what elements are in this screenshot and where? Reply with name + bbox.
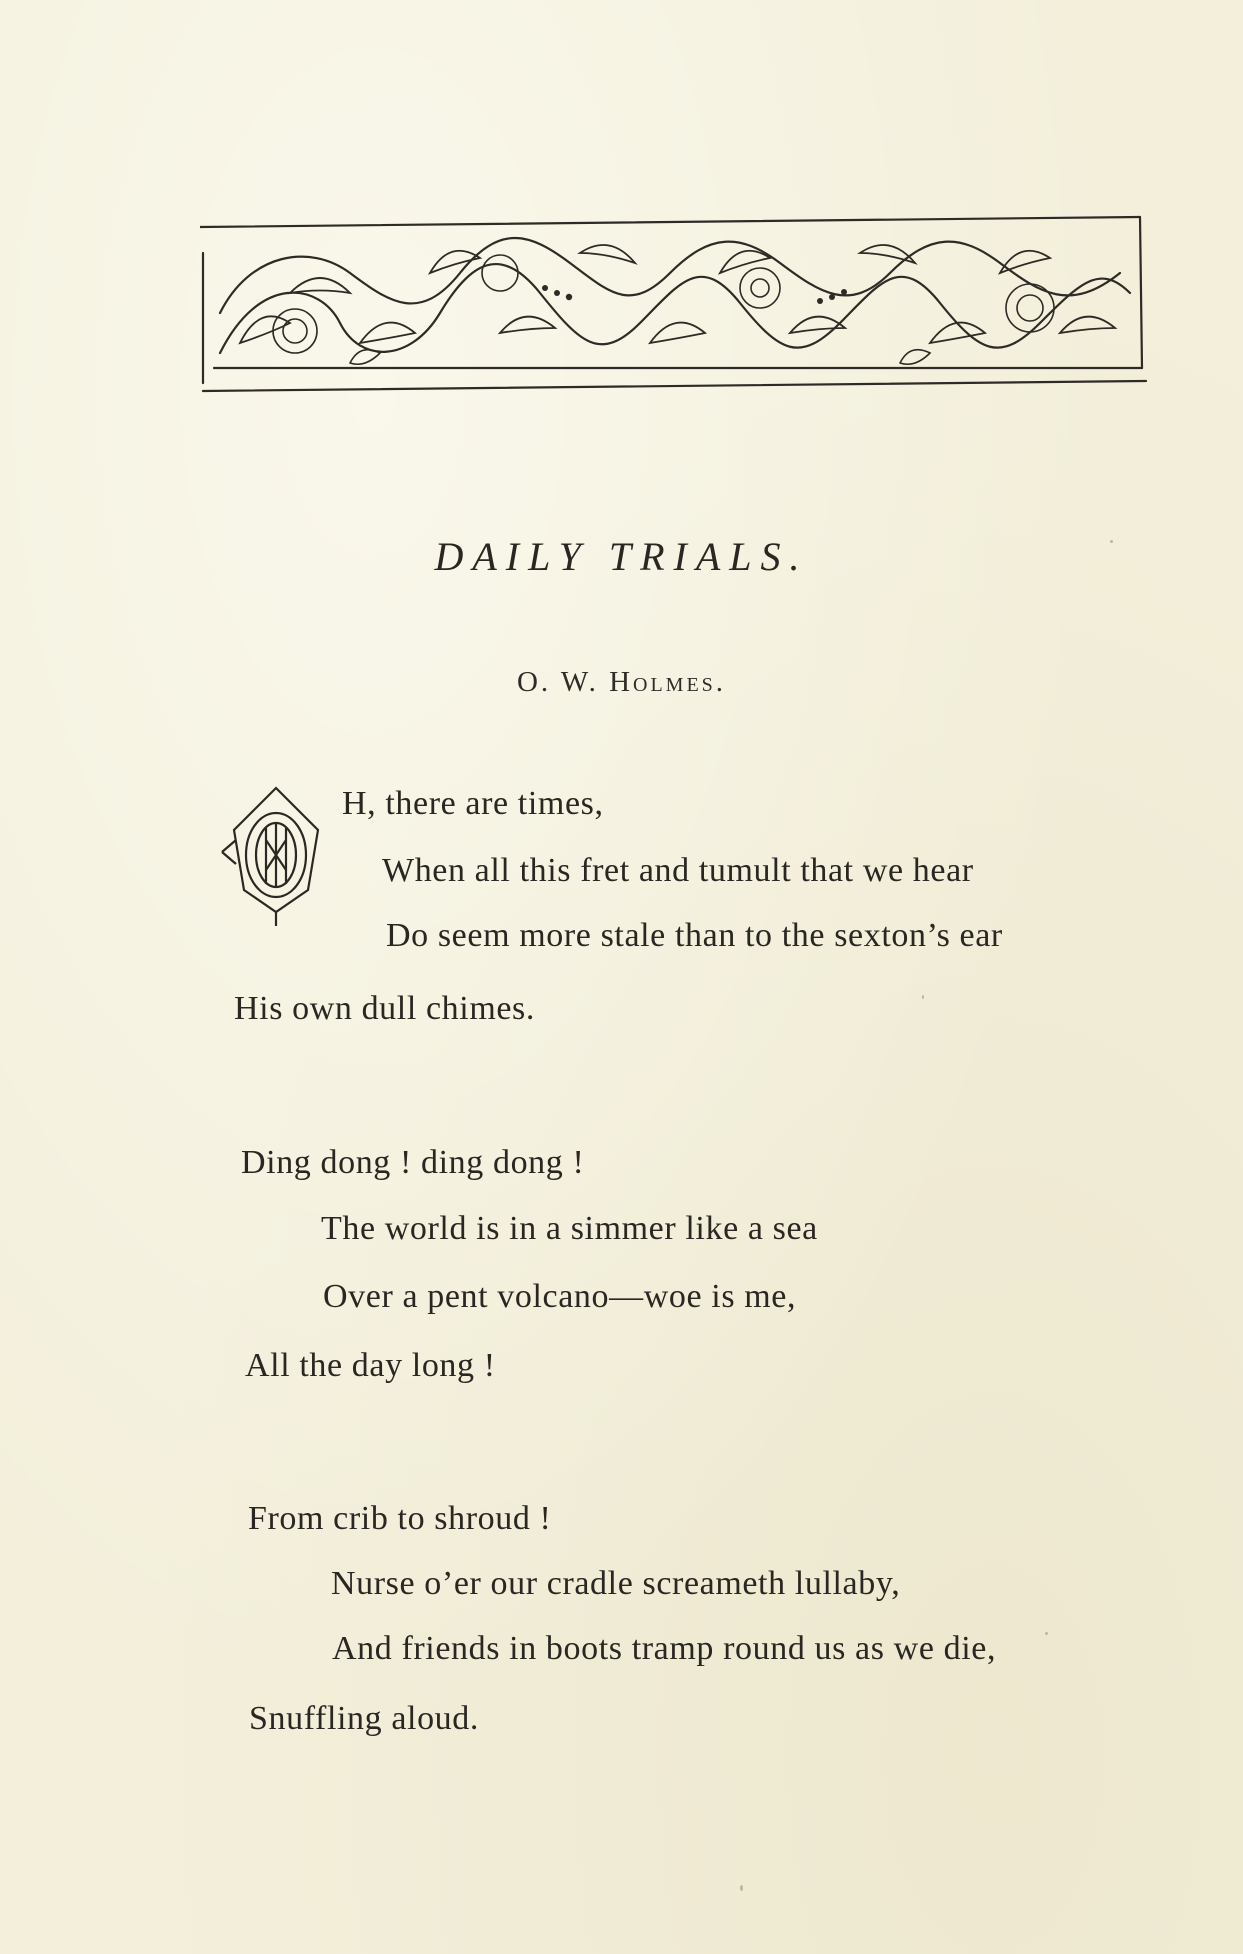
stanza-3-line-2: Nurse o’er our cradle screameth lullaby, [331, 1565, 901, 1602]
paper-speck [1110, 540, 1113, 543]
stanza-2-line-2: The world is in a simmer like a sea [321, 1210, 818, 1247]
stanza-3-line-1: From crib to shroud ! [248, 1500, 552, 1537]
poem-title: DAILY TRIALS. [434, 534, 809, 579]
stanza-1-line-2: When all this fret and tumult that we hear [382, 852, 974, 889]
paper-speck [1045, 1632, 1048, 1635]
stanza-3-line-4: Snuffling aloud. [249, 1700, 479, 1737]
stanza-1-line-1: H, there are times, [342, 785, 604, 822]
stanza-2-line-4: All the day long ! [245, 1347, 496, 1384]
stanza-3-line-3: And friends in boots tramp round us as we die, [332, 1630, 997, 1667]
paper-speck [922, 995, 924, 999]
scroll-foliage-headpiece [200, 213, 1150, 395]
stanza-2-line-3: Over a pent volcano—woe is me, [323, 1278, 797, 1315]
paper-speck [740, 1885, 743, 1891]
poem-author: O. W. Holmes. [516, 666, 727, 698]
stanza-2-line-1: Ding dong ! ding dong ! [241, 1144, 585, 1181]
stanza-1-line-4: His own dull chimes. [234, 990, 535, 1027]
stanza-1-line-3: Do seem more stale than to the sexton’s ear [386, 917, 1003, 954]
ornamental-initial-o [218, 780, 338, 930]
